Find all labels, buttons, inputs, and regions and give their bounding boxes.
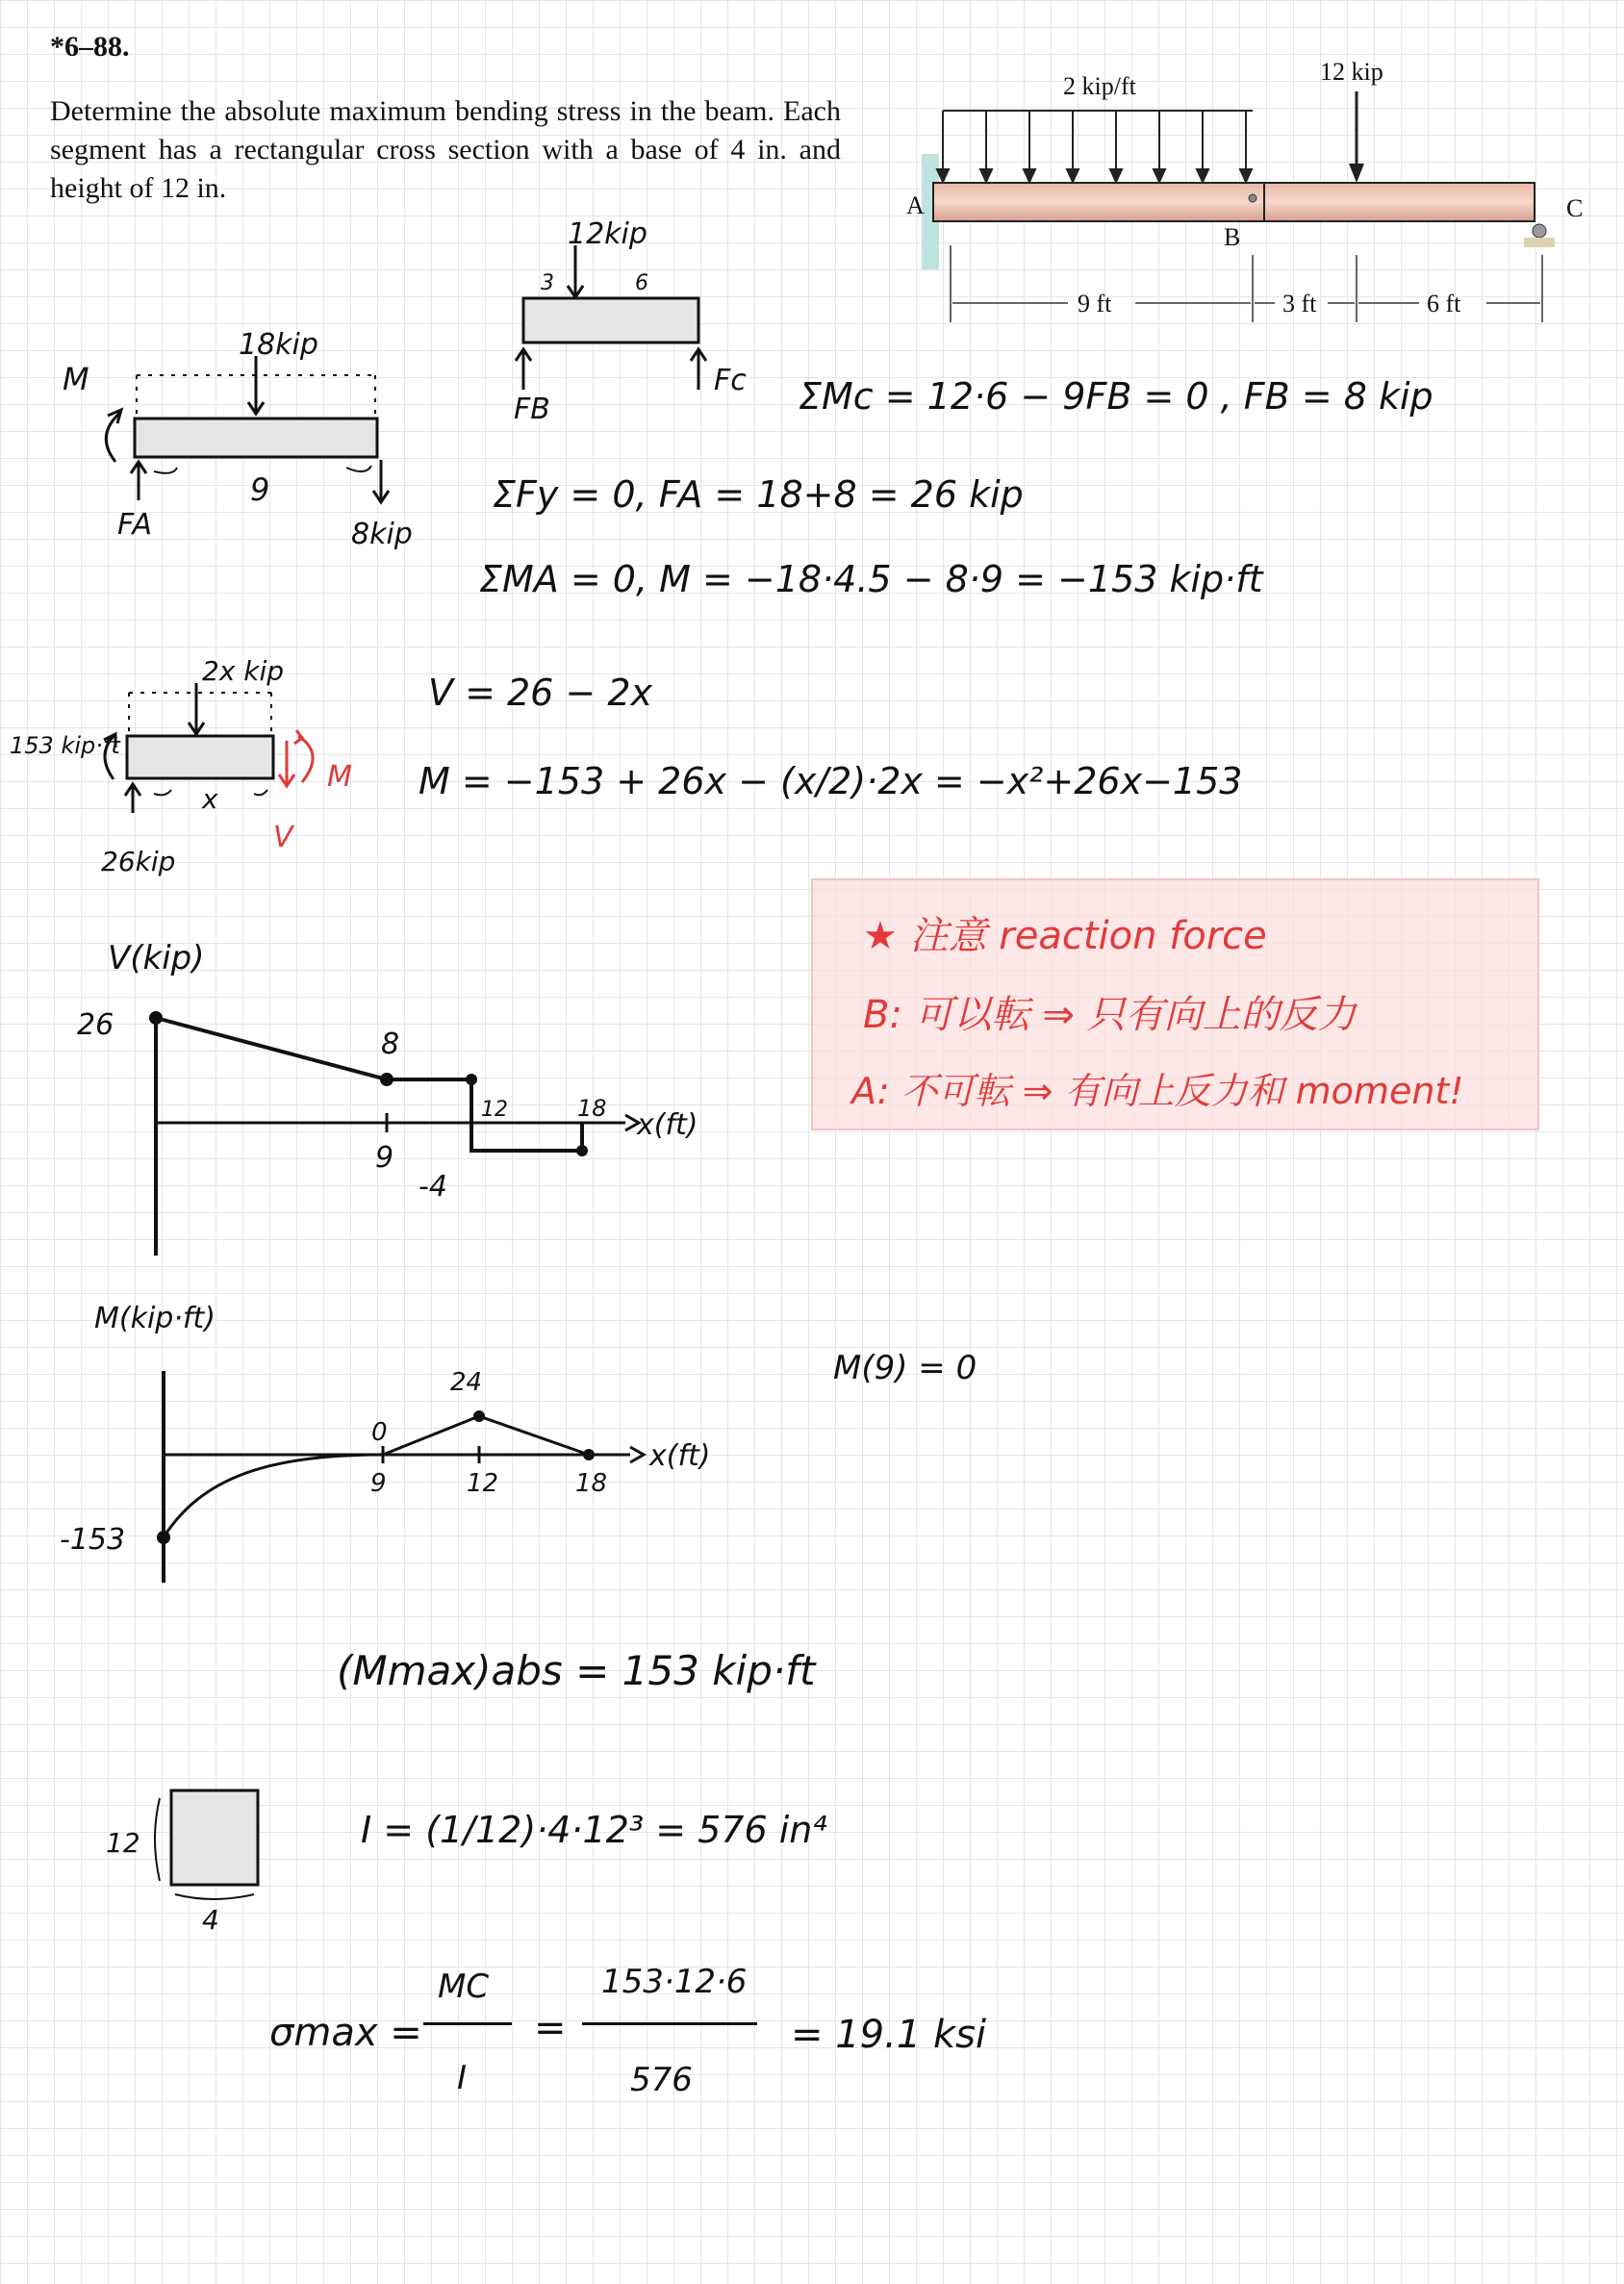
equation-shear: V = 26 − 2x xyxy=(428,672,653,714)
note-line-1: ★ 注意 reaction force xyxy=(863,914,1267,958)
moment-x9: 9 xyxy=(370,1469,387,1498)
fbd-bc-dim-a: 3 xyxy=(541,271,554,295)
equation-moment-a: ΣMA = 0, M = −18·4.5 − 8·9 = −153 kip·ft xyxy=(479,558,1263,600)
distributed-load-arrows xyxy=(937,111,1252,182)
cross-section-height: 12 xyxy=(106,1827,140,1859)
fbd-ab-load: 18kip xyxy=(239,328,318,362)
shear-x-label: x(ft) xyxy=(637,1108,698,1142)
moment-x-label: x(ft) xyxy=(649,1439,711,1473)
cross-section-base: 4 xyxy=(202,1904,219,1936)
fbd-bc-dim-b: 6 xyxy=(635,271,648,295)
beam-bar xyxy=(933,183,1535,221)
equation-force-y: ΣFy = 0, FA = 18+8 = 26 kip xyxy=(493,473,1024,516)
shear-x18: 18 xyxy=(577,1095,607,1122)
shear-diagram xyxy=(58,928,750,1265)
section-load: 2x kip xyxy=(202,655,285,687)
note-line-3: A: 不可転 ⇒ 有向上反力和 moment! xyxy=(851,1070,1464,1112)
point-load-label: 12 kip xyxy=(1320,58,1383,86)
sigma-result: = 19.1 ksi xyxy=(791,2013,987,2057)
shear-v0: 26 xyxy=(77,1008,114,1042)
moment-zero: 0 xyxy=(371,1418,388,1447)
shear-vb: 8 xyxy=(381,1028,400,1061)
fbd-ab-end-load: 8kip xyxy=(351,518,413,551)
fbd-bc-fc: Fc xyxy=(714,364,747,397)
moment-x18: 18 xyxy=(575,1469,608,1498)
dim-9ft: 9 ft xyxy=(1078,290,1112,317)
sigma-denominator-2: 576 xyxy=(630,2061,693,2099)
section-moment-left: 153 kip·ft xyxy=(10,732,120,759)
hinge-b-label: B xyxy=(1224,223,1241,251)
problem-number: *6–88. xyxy=(50,31,130,63)
sigma-fraction-bar-2 xyxy=(582,2022,757,2025)
shear-vneg: -4 xyxy=(419,1170,447,1204)
equation-moment-c: ΣMc = 12·6 − 9FB = 0 , FB = 8 kip xyxy=(799,375,1434,418)
sigma-numerator-2: 153·12·6 xyxy=(601,1963,748,2001)
moment-peak: 24 xyxy=(450,1368,483,1397)
support-a-label: A xyxy=(906,191,925,219)
max-moment-result: (Mmax)abs = 153 kip·ft xyxy=(337,1647,816,1694)
roller-support xyxy=(1533,224,1546,238)
section-m-label: M xyxy=(327,760,352,794)
point-load-arrow xyxy=(1349,164,1364,183)
moment-x12: 12 xyxy=(467,1469,499,1498)
section-v-label: V xyxy=(273,821,293,854)
fbd-ab-moment: M xyxy=(63,361,89,397)
fbd-bc-fb: FB xyxy=(514,393,550,426)
fbd-ab-span: 9 xyxy=(250,471,270,508)
moment-curve-parabola xyxy=(164,1455,383,1537)
shear-curve xyxy=(156,1018,582,1151)
moment-at-9-note: M(9) = 0 xyxy=(833,1349,977,1387)
sigma-equals: = xyxy=(534,2006,567,2050)
sigma-numerator: MC xyxy=(438,1967,490,2006)
dim-3ft: 3 ft xyxy=(1282,290,1317,317)
fbd-ab-fa: FA xyxy=(117,508,153,542)
equation-moment-x: M = −153 + 26x − (x/2)·2x = −x²+26x−153 xyxy=(419,760,1243,802)
fbd-section-x xyxy=(10,640,394,900)
shear-y-label: V(kip) xyxy=(108,939,205,977)
problem-statement: Determine the absolute maximum bending stress in the beam. Each segment has a rectangular cross section with a base of 4 in. and height of 12 in. xyxy=(50,95,841,204)
sigma-fraction-bar xyxy=(423,2022,512,2025)
shear-x12: 12 xyxy=(481,1098,508,1122)
reaction-note xyxy=(811,878,1539,1130)
sigma-lhs: σmax = xyxy=(269,2011,422,2055)
moment-diagram xyxy=(48,1294,741,1592)
dist-load-label: 2 kip/ft xyxy=(1063,72,1136,100)
moment-curve-linear xyxy=(383,1416,589,1455)
cross-section xyxy=(96,1775,289,1939)
moment-y-label: M(kip·ft) xyxy=(94,1302,216,1335)
section-x-label: x xyxy=(202,783,218,815)
hinge-pin xyxy=(1249,194,1256,202)
support-c-label: C xyxy=(1566,194,1584,222)
fbd-segment-ab xyxy=(58,317,443,568)
fbd-bc-load: 12kip xyxy=(568,217,647,251)
inertia-result: I = (1/12)·4·12³ = 576 in⁴ xyxy=(361,1809,827,1851)
shear-x9: 9 xyxy=(375,1141,394,1175)
moment-min: -153 xyxy=(60,1523,126,1557)
sigma-denominator: I xyxy=(457,2059,468,2097)
note-line-2: B: 可以転 ⇒ 只有向上的反力 xyxy=(863,993,1357,1037)
dim-6ft: 6 ft xyxy=(1427,290,1461,317)
fbd-segment-bc xyxy=(500,216,770,428)
cross-section-rect xyxy=(171,1790,258,1885)
beam-figure xyxy=(885,48,1584,337)
section-reaction: 26kip xyxy=(101,846,176,877)
